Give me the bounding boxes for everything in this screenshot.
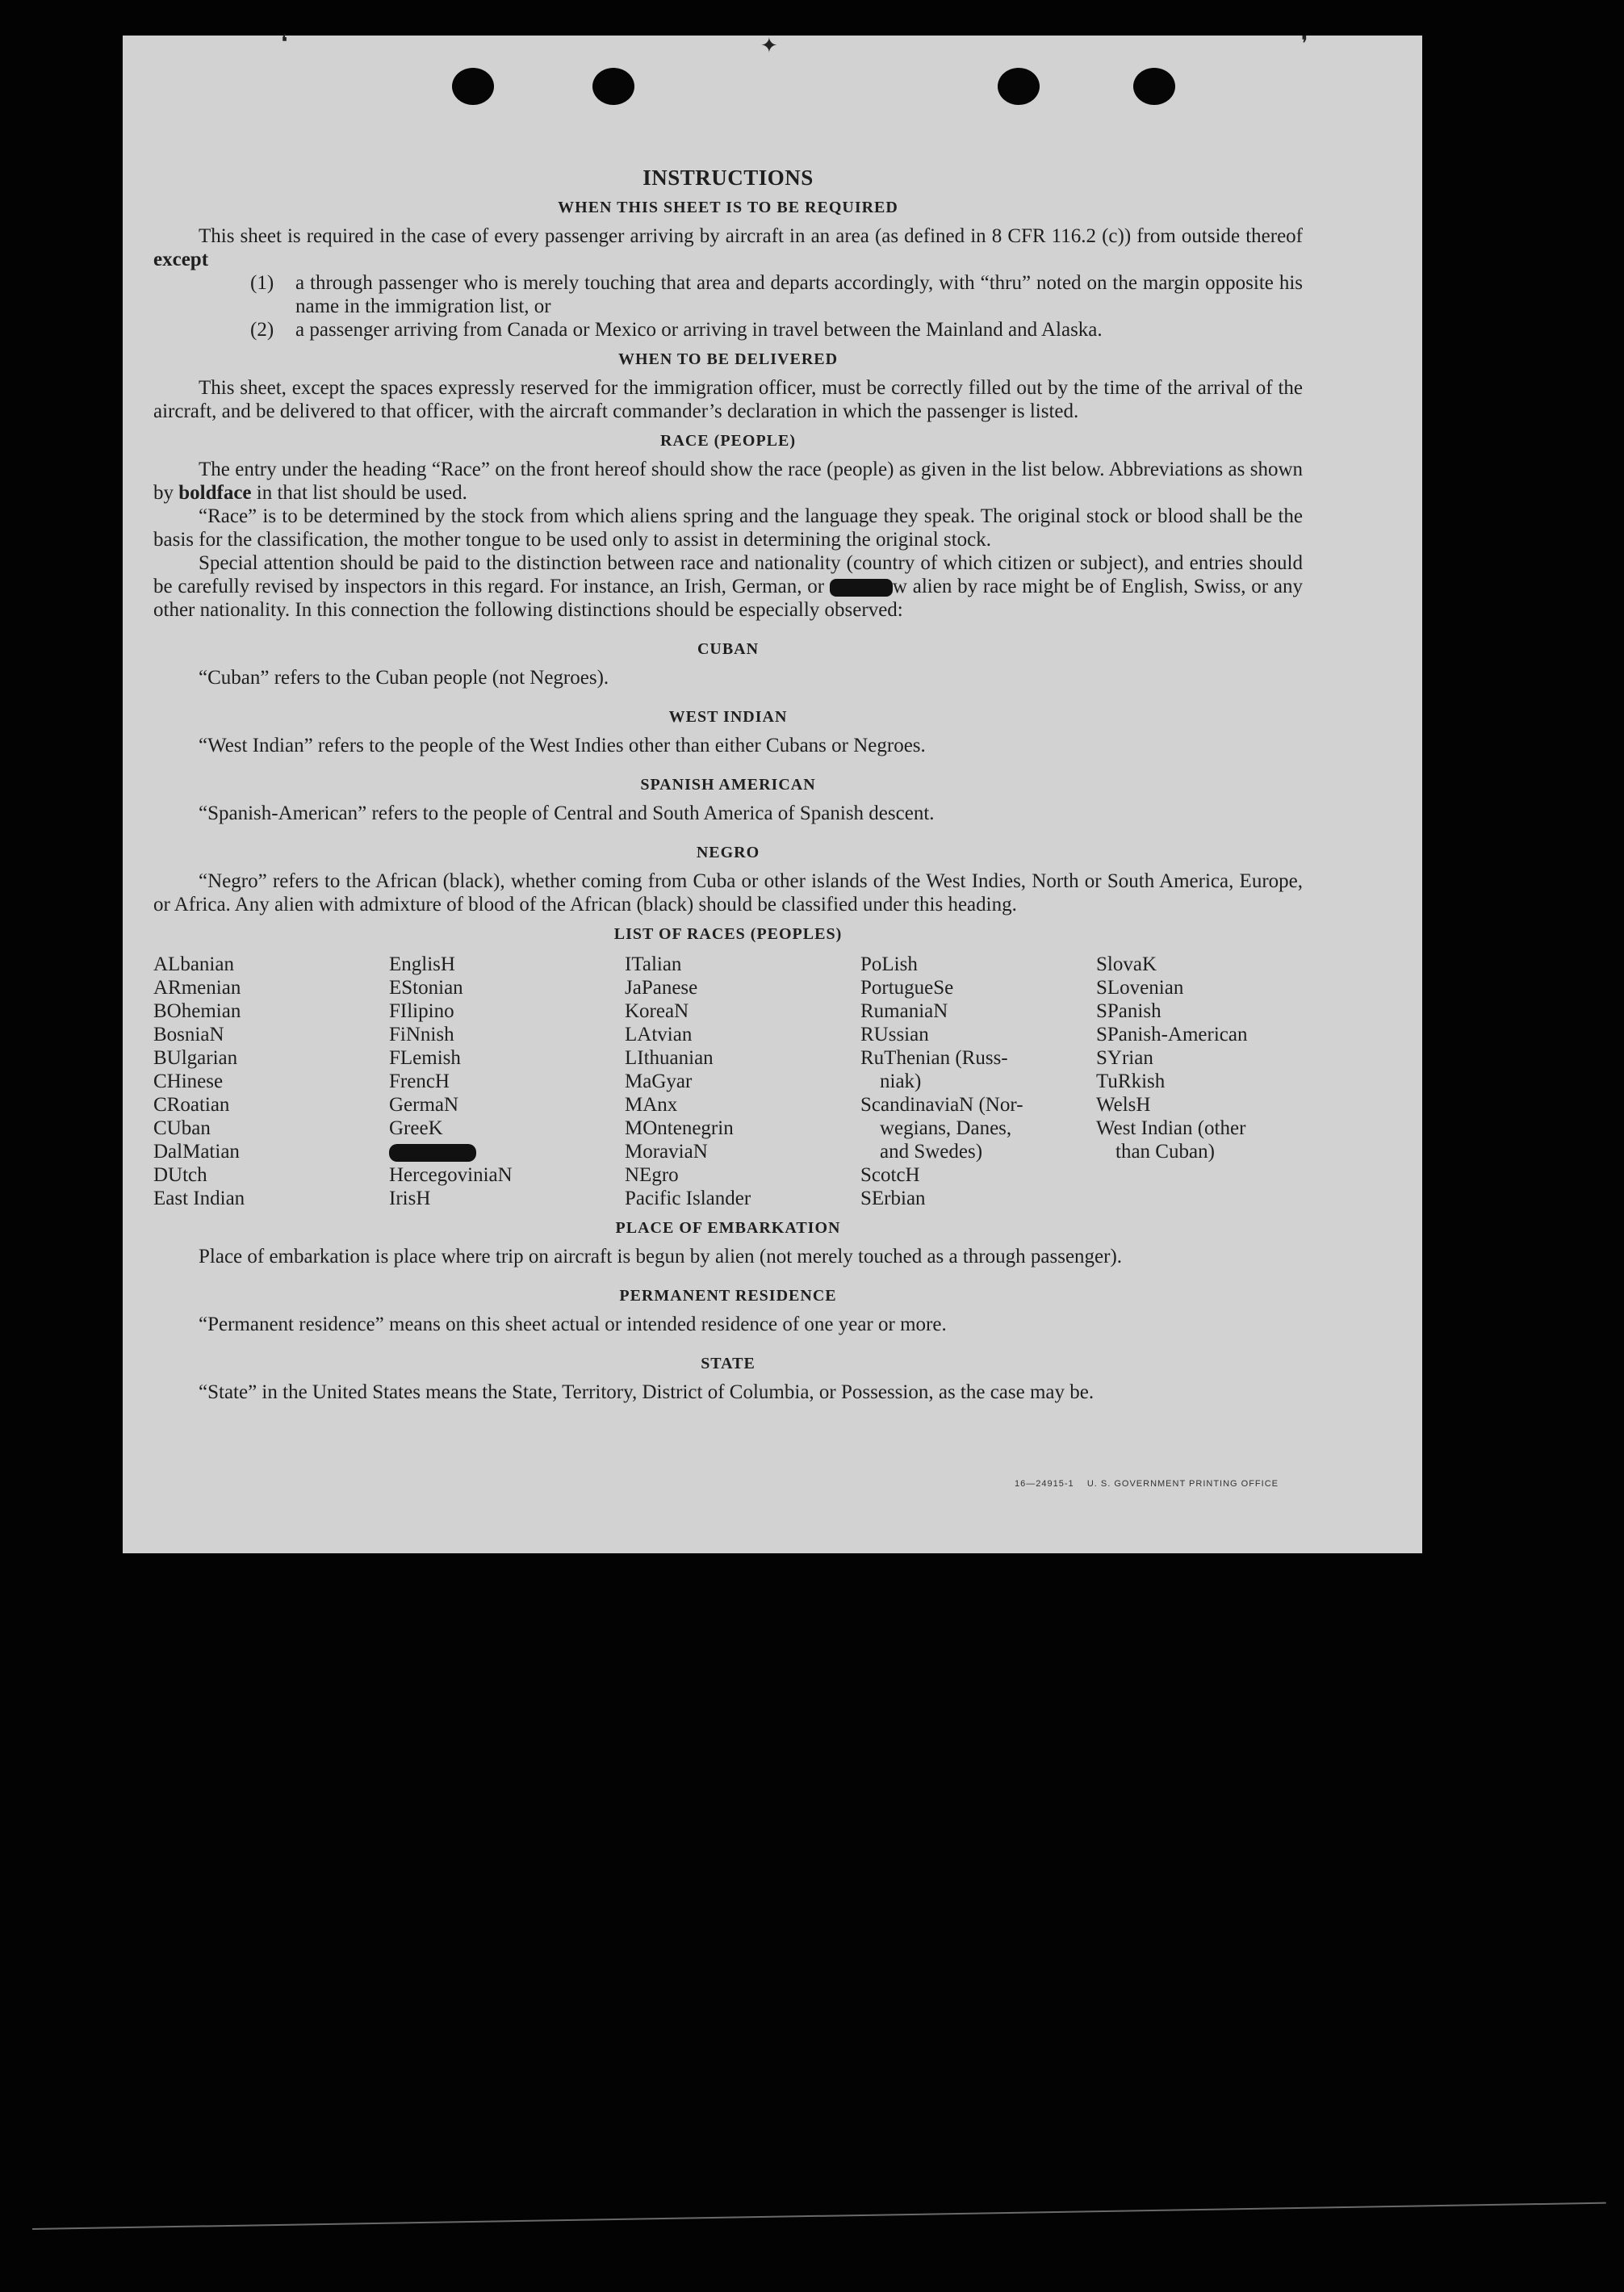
exception-text: a passenger arriving from Canada or Mexico or arriving in travel between the Mainland and Alaska. bbox=[295, 319, 1103, 341]
section-heading-state: STATE bbox=[701, 1355, 755, 1372]
race-entry: PoLish bbox=[860, 953, 918, 975]
race-entry: FiNnish bbox=[389, 1024, 454, 1045]
race-entry: Pacific Islander bbox=[625, 1188, 751, 1209]
paragraph-place-of-embarkation: Place of embarkation is place where trip on aircraft is begun by alien (not merely touched as a through passenger). bbox=[199, 1246, 1123, 1268]
race-entry: RumaniaN bbox=[860, 1000, 948, 1022]
race-entry: MoraviaN bbox=[625, 1141, 708, 1163]
paragraph-cuban: “Cuban” refers to the Cuban people (not Negroes). bbox=[199, 667, 609, 689]
punch-hole bbox=[592, 68, 634, 105]
race-entry: BOhemian bbox=[153, 1000, 241, 1022]
redaction-mark bbox=[830, 579, 893, 597]
race-entry: SPanish bbox=[1096, 1000, 1161, 1022]
section-heading-cuban: CUBAN bbox=[697, 640, 760, 658]
paragraph-state: “State” in the United States means the State, Territory, District of Columbia, or Possession, as the case may be. bbox=[199, 1381, 1095, 1403]
punch-hole bbox=[1133, 68, 1175, 105]
race-entry: SYrian bbox=[1096, 1047, 1153, 1069]
race-entry: IrisH bbox=[389, 1188, 431, 1209]
race-entry: CUban bbox=[153, 1117, 211, 1139]
races-list bbox=[153, 953, 1303, 1210]
race-entry: East Indian bbox=[153, 1188, 245, 1209]
race-entry-continued: wegians, Danes, bbox=[880, 1117, 1012, 1139]
section-heading-list-of-races: LIST OF RACES (PEOPLES) bbox=[613, 925, 843, 943]
race-entry: EnglisH bbox=[389, 953, 455, 975]
race-entry: GermaN bbox=[389, 1094, 459, 1116]
paragraph-when-delivered: This sheet, except the spaces expressly reserved for the immigration officer, must be correctly filled out by the time of the arrival of the aircraft, and be delivered to that officer, with the aircraft commander’s declaration in which the passenger is listed. bbox=[153, 377, 1303, 422]
instruction-sheet bbox=[123, 31, 1422, 1553]
race-entry: TuRkish bbox=[1096, 1071, 1166, 1092]
race-entry: DUtch bbox=[153, 1164, 207, 1186]
race-entry: BosniaN bbox=[153, 1024, 224, 1045]
race-entry: ARmenian bbox=[153, 977, 241, 999]
print-footer bbox=[1015, 1473, 1279, 1496]
exception-text: a through passenger who is merely touching that area and departs accordingly, with “thru” noted on the margin opposite his name in the immigration list, or bbox=[295, 272, 1303, 317]
section-heading-west-indian: WEST INDIAN bbox=[668, 708, 788, 726]
race-entry: LIthuanian bbox=[625, 1047, 714, 1069]
race-entry: FrencH bbox=[389, 1071, 450, 1092]
paragraph-permanent-residence: “Permanent residence” means on this sheet actual or intended residence of one year or more. bbox=[199, 1314, 947, 1335]
paragraph-when-required bbox=[153, 224, 1303, 271]
races-column bbox=[389, 953, 625, 1210]
paragraph-negro: “Negro” refers to the African (black), whether coming from Cuba or other islands of the West Indies, North or South America, Europe, or Africa. Any alien with admixture of blood of the African (black) should be classified under this heading. bbox=[153, 870, 1303, 916]
form-number: 16—24915-1 bbox=[1015, 1479, 1074, 1489]
race-entry: EStonian bbox=[389, 977, 463, 999]
paragraph-race-1 bbox=[153, 458, 1303, 505]
race-entry: GreeK bbox=[389, 1117, 443, 1139]
race-entry: PortugueSe bbox=[860, 977, 954, 999]
race-entry: CRoatian bbox=[153, 1094, 230, 1116]
paragraph-text: w alien by race might be of English, Swiss, or any other nationality. In this connection the following distinctions should be especially observed: bbox=[153, 576, 1303, 621]
race-entry: JaPanese bbox=[625, 977, 698, 999]
race-entry: SErbian bbox=[860, 1188, 926, 1209]
races-column bbox=[1096, 953, 1332, 1210]
paragraph-text: in that list should be used. bbox=[251, 482, 467, 504]
race-entry: ITalian bbox=[625, 953, 682, 975]
race-entry-redacted bbox=[389, 1140, 625, 1163]
paragraph-text: This sheet is required in the case of every passenger arriving by aircraft in an area (as defined in 8 CFR 116.2 (c)) from outside thereof bbox=[199, 225, 1303, 247]
race-entry: FIlipino bbox=[389, 1000, 454, 1022]
race-entry: SLovenian bbox=[1096, 977, 1184, 999]
section-heading-negro: NEGRO bbox=[696, 844, 760, 861]
redaction-mark bbox=[389, 1144, 476, 1162]
race-entry: LAtvian bbox=[625, 1024, 693, 1045]
bold-text: except bbox=[153, 249, 209, 270]
race-entry: SPanish-American bbox=[1096, 1024, 1248, 1045]
race-entry: FLemish bbox=[389, 1047, 461, 1069]
section-heading-when-delivered: WHEN TO BE DELIVERED bbox=[617, 350, 839, 368]
race-entry: RuThenian (Russ- bbox=[860, 1047, 1008, 1069]
scan-speck: ❜ bbox=[1301, 32, 1308, 56]
races-column bbox=[860, 953, 1096, 1210]
race-entry: HercegoviniaN bbox=[389, 1164, 513, 1186]
race-entry-continued: than Cuban) bbox=[1115, 1141, 1215, 1163]
paragraph-race-2: “Race” is to be determined by the stock from which aliens spring and the language they speak. The original stock or blood shall be the basis for the classification, the mother tongue to be used only to assist in determining the original stock. bbox=[153, 505, 1303, 551]
race-entry: SlovaK bbox=[1096, 953, 1157, 975]
race-entry: BUlgarian bbox=[153, 1047, 238, 1069]
race-entry: MaGyar bbox=[625, 1071, 693, 1092]
race-entry: MOntenegrin bbox=[625, 1117, 734, 1139]
race-entry: West Indian (other bbox=[1096, 1117, 1246, 1139]
exception-number: (2) bbox=[250, 319, 274, 341]
scan-speck: ✦ bbox=[760, 34, 778, 57]
section-heading-permanent-residence: PERMANENT RESIDENCE bbox=[619, 1287, 837, 1305]
paragraph-text: Special attention should be paid to the distinction between race and nationality (country of which citizen or subject), and entries should be carefully revised by inspectors in this regard. For instance, an Irish, German, or bbox=[153, 552, 1303, 597]
races-column bbox=[625, 953, 860, 1210]
paragraph-race-3 bbox=[153, 551, 1303, 622]
race-entry: ALbanian bbox=[153, 953, 234, 975]
race-entry: DalMatian bbox=[153, 1141, 240, 1163]
race-entry-continued: and Swedes) bbox=[880, 1141, 983, 1163]
race-entry: RUssian bbox=[860, 1024, 929, 1045]
race-entry: NEgro bbox=[625, 1164, 679, 1186]
exception-item bbox=[250, 318, 1303, 341]
section-heading-place-of-embarkation: PLACE OF EMBARKATION bbox=[615, 1219, 841, 1237]
race-entry: KoreaN bbox=[625, 1000, 689, 1022]
section-heading-race: RACE (PEOPLE) bbox=[660, 432, 796, 450]
race-entry: MAnx bbox=[625, 1094, 678, 1116]
bold-text: boldface bbox=[178, 482, 252, 504]
section-heading-when-required: WHEN THIS SHEET IS TO BE REQUIRED bbox=[558, 199, 898, 216]
exception-item bbox=[250, 271, 1303, 318]
paragraph-spanish-american: “Spanish-American” refers to the people of Central and South America of Spanish descent. bbox=[199, 802, 935, 824]
printer-imprint: U. S. GOVERNMENT PRINTING OFFICE bbox=[1086, 1479, 1279, 1489]
race-entry: ScandinaviaN (Nor- bbox=[860, 1094, 1023, 1116]
race-entry: ScotcH bbox=[860, 1164, 920, 1186]
punch-hole bbox=[452, 68, 494, 105]
page-title: INSTRUCTIONS bbox=[642, 166, 814, 190]
section-heading-spanish-american: SPANISH AMERICAN bbox=[640, 776, 816, 794]
race-entry: WelsH bbox=[1096, 1094, 1151, 1116]
punch-hole bbox=[998, 68, 1040, 105]
scan-edge-line bbox=[32, 2202, 1606, 2230]
race-entry: CHinese bbox=[153, 1071, 224, 1092]
scan-speck: ❛ bbox=[281, 31, 288, 54]
races-column bbox=[153, 953, 389, 1210]
race-entry-continued: niak) bbox=[880, 1071, 922, 1092]
paragraph-west-indian: “West Indian” refers to the people of the West Indies other than either Cubans or Negroes. bbox=[199, 735, 926, 756]
exception-number: (1) bbox=[250, 272, 274, 294]
paragraph-text: The entry under the heading “Race” on the front hereof should show the race (people) as given in the list below. Abbreviations as shown by bbox=[153, 459, 1303, 504]
